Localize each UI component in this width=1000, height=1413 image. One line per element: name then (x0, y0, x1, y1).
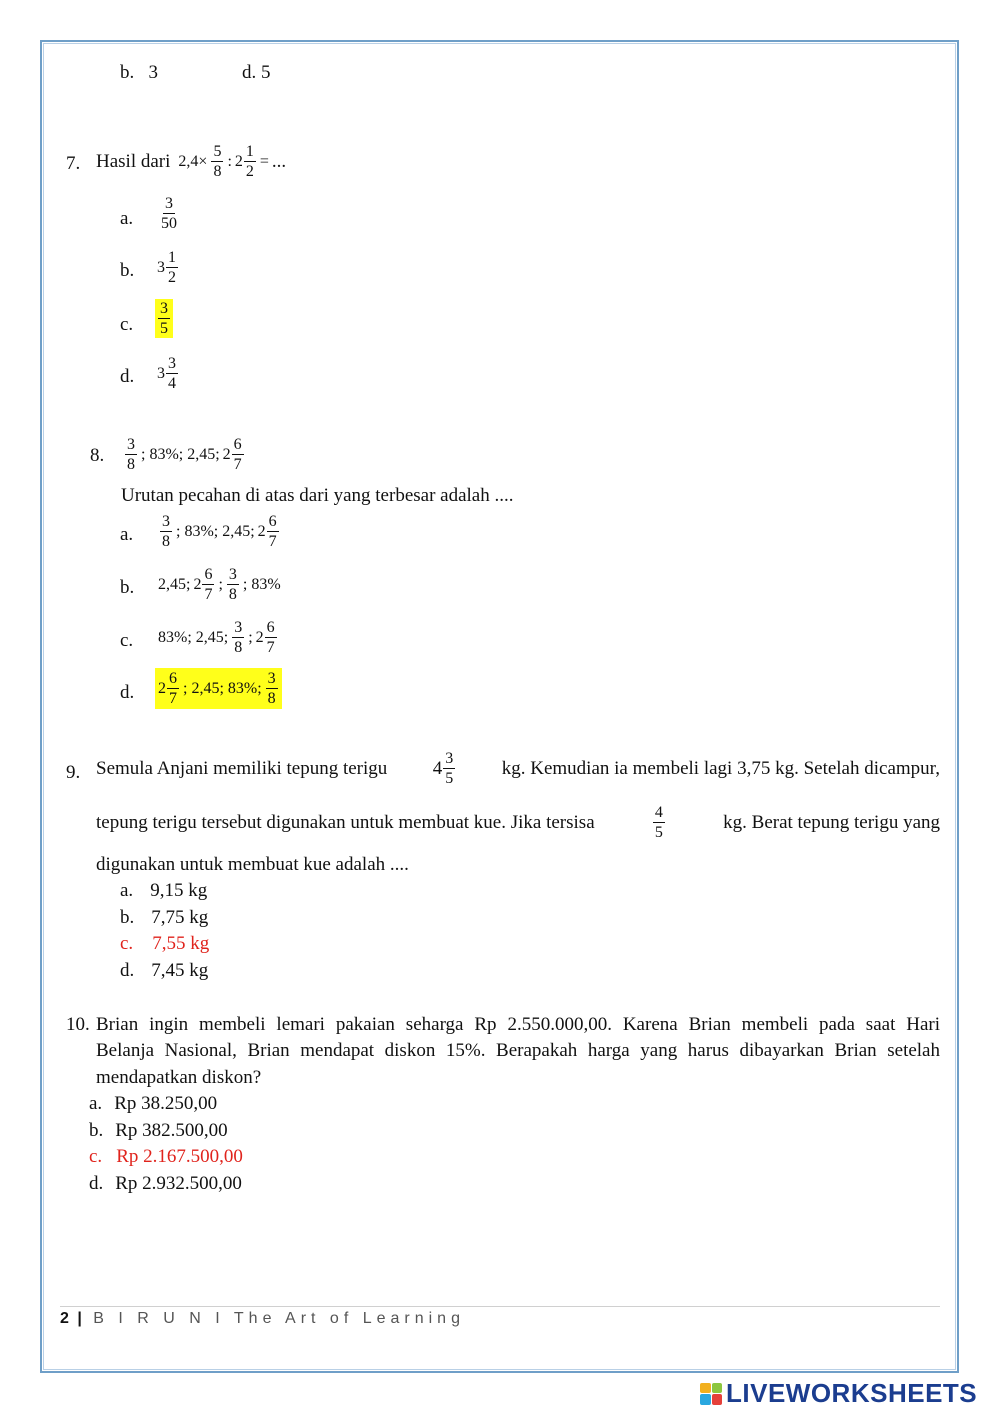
numerator: 6 (204, 566, 213, 583)
text: 83%; 2,45; (158, 628, 229, 646)
q7-expr-a: 2,4× (178, 152, 208, 170)
denominator: 7 (266, 639, 275, 656)
page-footer (60, 1310, 465, 1328)
q8-option-c-value (158, 619, 278, 656)
whole: 2 (234, 152, 243, 170)
numerator: 1 (168, 249, 176, 266)
denominator: 8 (267, 690, 276, 707)
q6-option-b-value: 3 (148, 62, 158, 83)
liveworksheets-watermark (700, 1378, 977, 1409)
q8-option-b-label: b. (120, 577, 135, 598)
denominator: 5 (654, 824, 663, 841)
whole: 2 (158, 679, 166, 697)
footer-brand: B I R U N I The Art of Learning (93, 1310, 465, 1327)
denominator: 8 (127, 456, 135, 473)
whole: 2 (257, 522, 266, 540)
option-label: a. (89, 1093, 103, 1114)
text: ; 2,45; 83%; (183, 679, 262, 697)
option-value: Rp 2.932.500,00 (115, 1173, 242, 1194)
option-value: 7,45 kg (151, 960, 209, 981)
q7-expr-equals: = (259, 152, 269, 170)
denominator: 7 (233, 456, 242, 473)
q7-option-b-label: b. (120, 260, 135, 281)
q8-option-d-value-highlighted (155, 668, 282, 709)
numerator: 3 (127, 436, 135, 453)
q6-option-b (120, 62, 158, 84)
q9-option-d (120, 960, 208, 982)
denominator: 5 (160, 320, 168, 337)
separator: ; (248, 628, 253, 646)
q10-option-a (89, 1093, 217, 1115)
q8-given-values (124, 436, 245, 473)
option-label: d. (120, 960, 135, 981)
q7-option-c-value-highlighted (155, 299, 173, 338)
numerator: 3 (168, 355, 176, 372)
option-value: 9,15 kg (150, 880, 208, 901)
whole: 2 (255, 628, 264, 646)
q7-option-d-value (157, 355, 179, 392)
q9-number: 9. (66, 762, 81, 783)
denominator: 8 (234, 639, 243, 656)
q7-expr-mixed (235, 143, 257, 180)
denominator: 7 (169, 690, 177, 707)
option-value: Rp 382.500,00 (115, 1120, 228, 1141)
q7-option-d-label: d. (120, 366, 135, 387)
q8-option-d-label: d. (120, 682, 135, 703)
q7-expr-fraction-1 (211, 143, 223, 180)
denominator: 2 (245, 163, 254, 180)
q8-number: 8. (90, 445, 105, 466)
numerator: 4 (654, 804, 663, 821)
denominator: 50 (161, 215, 177, 232)
q9-line2-b: kg. Berat tepung terigu yang (723, 811, 940, 833)
q6-option-b-label: b. (120, 62, 135, 83)
numerator: 1 (245, 143, 254, 160)
q9-line1-a: Semula Anjani memiliki tepung terigu (96, 757, 388, 779)
q8-option-c-label: c. (120, 630, 134, 651)
page-number: 2 | (60, 1310, 84, 1327)
whole: 3 (157, 364, 165, 382)
option-label: a. (120, 880, 134, 901)
denominator: 7 (204, 586, 213, 603)
numerator: 3 (234, 619, 243, 636)
separator: ; (218, 575, 223, 593)
q9-line-3: digunakan untuk membuat kue adalah .... (96, 854, 409, 875)
denominator: 5 (445, 770, 454, 787)
option-label: b. (89, 1120, 104, 1141)
text: ; 83% (242, 575, 281, 593)
q8-option-a-label: a. (120, 524, 134, 545)
option-value: Rp 38.250,00 (114, 1093, 218, 1114)
liveworksheets-logo-icon (700, 1383, 722, 1405)
option-label: b. (120, 907, 135, 928)
q7-number: 7. (66, 153, 81, 174)
numerator: 3 (445, 750, 454, 767)
q9-line-1 (96, 750, 940, 787)
numerator: 6 (233, 436, 242, 453)
text: ; 83%; 2,45; (176, 522, 255, 540)
option-value: Rp 2.167.500,00 (116, 1146, 243, 1167)
q9-line1-b: kg. Kemudian ia membeli lagi 3,75 kg. Setelah dicampur, (501, 757, 940, 779)
numerator: 6 (169, 670, 177, 687)
whole: 2 (193, 575, 202, 593)
option-label: c. (89, 1146, 103, 1167)
option-label: d. (89, 1173, 104, 1194)
numerator: 3 (162, 513, 170, 530)
q9-line-2 (96, 804, 940, 841)
q10-line-3: mendapatkan diskon? (96, 1067, 262, 1088)
q7-text: Hasil dari (96, 150, 171, 172)
q10-option-d (89, 1173, 242, 1195)
denominator: 7 (268, 533, 277, 550)
denominator: 2 (168, 269, 176, 286)
q7-option-c-label: c. (120, 314, 134, 335)
q8-option-a-value (159, 513, 280, 550)
numerator: 3 (165, 195, 173, 212)
q9-option-a (120, 880, 207, 902)
q7-expr-dots: ... (271, 150, 287, 172)
q10-option-c-correct (89, 1146, 243, 1168)
q7-stem (96, 143, 286, 180)
q10-number: 10. (66, 1014, 90, 1035)
q8-question: Urutan pecahan di atas dari yang terbesar adalah .... (121, 485, 514, 506)
q7-expr-colon: : (227, 152, 232, 170)
footer-divider (60, 1306, 940, 1307)
numerator: 6 (266, 619, 275, 636)
q10-line-1: Brian ingin membeli lemari pakaian seharga Rp 2.550.000,00. Karena Brian membeli pada saat Hari (96, 1014, 940, 1035)
whole: 2 (222, 445, 231, 463)
q7-option-a-label: a. (120, 208, 134, 229)
denominator: 8 (162, 533, 170, 550)
denominator: 8 (213, 163, 222, 180)
denominator: 4 (168, 375, 176, 392)
q7-option-b-value (157, 249, 179, 286)
option-value: 7,55 kg (152, 933, 210, 954)
option-label: c. (120, 933, 134, 954)
denominator: 8 (228, 586, 237, 603)
q9-option-c-correct (120, 933, 209, 955)
numerator: 6 (268, 513, 277, 530)
q9-option-b (120, 907, 208, 929)
q6-option-d: d. 5 (242, 62, 271, 83)
text: 2,45; (158, 575, 191, 593)
option-value: 7,75 kg (151, 907, 209, 928)
numerator: 3 (160, 300, 168, 317)
q8-option-b-value (158, 566, 281, 603)
numerator: 3 (228, 566, 237, 583)
q8-given-text: ; 83%; 2,45; (141, 445, 220, 463)
numerator: 5 (213, 143, 222, 160)
numerator: 3 (267, 670, 276, 687)
whole: 4 (432, 757, 443, 779)
q7-option-a-value (158, 195, 180, 232)
q10-option-b (89, 1120, 228, 1142)
q7-expression (178, 143, 286, 180)
whole: 3 (157, 258, 165, 276)
q9-line2-a: tepung terigu tersebut digunakan untuk membuat kue. Jika tersisa (96, 811, 595, 833)
liveworksheets-text: LIVEWORKSHEETS (726, 1378, 978, 1408)
q10-line-2: Belanja Nasional, Brian mendapat diskon 15%. Berapakah harga yang harus dibayarkan Brian setelah (96, 1040, 940, 1061)
